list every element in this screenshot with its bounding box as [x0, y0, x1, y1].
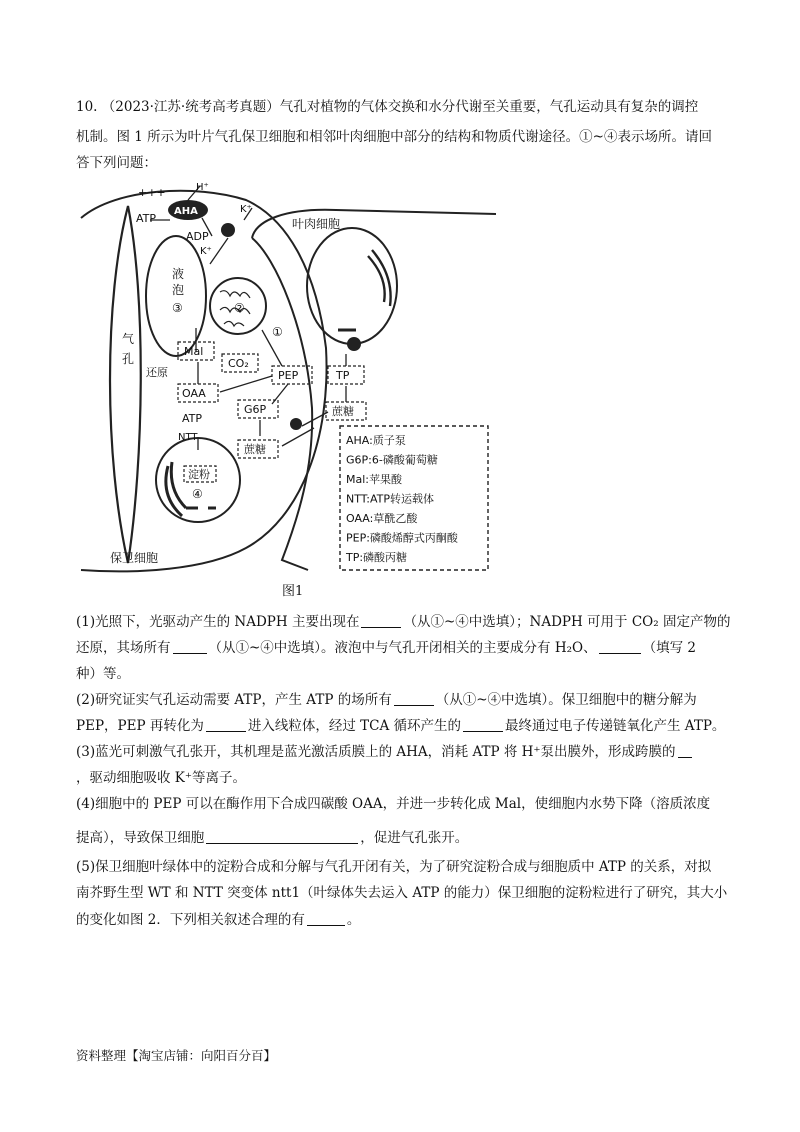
label-oaa: OAA: [182, 387, 206, 400]
part-1-line-3: 种）等。: [76, 666, 130, 682]
label-stoma-2: 孔: [122, 352, 135, 366]
blank-2-2[interactable]: [206, 717, 246, 732]
label-site-2: ②: [234, 301, 245, 315]
legend-entry: Mal:苹果酸: [346, 473, 402, 486]
legend-entry: OAA:草酰乙酸: [346, 512, 418, 525]
figure-1-diagram: [76, 178, 496, 578]
part-1-line-2: 还原，其场所有 （从①~④中选填）。液泡中与气孔开闭相关的主要成分有 H₂O、 （填写 2: [76, 640, 696, 656]
question-line-2: 机制。图 1 所示为叶片气孔保卫细胞和相邻叶肉细胞中部分的结构和物质代谢途径。①~④表示场所。请回: [76, 129, 712, 145]
label-site-4: ④: [192, 487, 203, 501]
label-tp: TP: [336, 369, 350, 382]
blank-3-1[interactable]: [678, 743, 692, 758]
legend-entry: PEP:磷酸烯醇式丙酮酸: [346, 531, 458, 545]
legend-entry: NTT:ATP转运载体: [346, 492, 434, 506]
blank-1-3[interactable]: [599, 639, 641, 654]
label-reduce: 还原: [146, 366, 168, 379]
part-3-line-1: (3)蓝光可刺激气孔张开，其机理是蓝光激活质膜上的 AHA，消耗 ATP 将 H⁺泵出膜外，形成跨膜的: [76, 741, 694, 763]
stoma-pore: [110, 206, 141, 563]
part-3-line-2: ，驱动细胞吸收 K⁺等离子。: [76, 770, 247, 786]
sucrose-transporter: [290, 418, 302, 430]
label-pep: PEP: [278, 369, 299, 382]
blank-4-1[interactable]: [206, 829, 358, 844]
label-atp-2: ATP: [182, 412, 203, 425]
label-g6p: G6P: [244, 403, 267, 416]
legend: [345, 433, 459, 564]
label-ntt: NTT: [178, 432, 198, 443]
label-k-out: K⁺: [240, 204, 252, 215]
blank-2-3[interactable]: [463, 717, 503, 732]
blank-1-2[interactable]: [173, 639, 207, 654]
footer-source: 资料整理【淘宝店铺：向阳百分百】: [76, 1048, 277, 1063]
label-mal: Mal: [184, 345, 204, 358]
part-2-line-2: PEP，PEP 再转化为 进入线粒体，经过 TCA 循环产生的 最终通过电子传递链氧化产生 ATP。: [76, 718, 726, 734]
mesophyll-edge-top: [252, 210, 496, 238]
blank-5-1[interactable]: [307, 911, 345, 926]
part-4-line-1: (4)细胞中的 PEP 可以在酶作用下合成四碳酸 OAA，并进一步转化成 Mal，使细胞内水势下降（溶质浓度: [76, 796, 711, 812]
blank-2-1[interactable]: [394, 691, 434, 706]
legend-entry: G6P:6-磷酸葡萄糖: [346, 453, 438, 467]
question-line-1: 10. （2023·江苏·统考高考真题）气孔对植物的气体交换和水分代谢至关重要，气孔运动具有复杂的调控: [76, 99, 699, 115]
figure-1: [76, 178, 496, 578]
part-2-line-1: (2)研究证实气孔运动需要 ATP，产生 ATP 的场所有 （从①~④中选填）。保卫细胞中的糖分解为: [76, 692, 697, 708]
label-vacuole-1: 液: [172, 267, 185, 281]
label-adp: ADP: [186, 230, 209, 243]
label-mesophyll: 叶肉细胞: [292, 217, 341, 231]
label-guard-cell: 保卫细胞: [110, 551, 159, 565]
label-k-in: K⁺: [200, 246, 212, 257]
label-atp-1: ATP: [136, 212, 157, 225]
legend-entry: TP:磷酸丙糖: [346, 551, 408, 564]
label-stoma-1: 气: [122, 332, 135, 346]
figure-caption: 图1: [282, 584, 304, 599]
label-aha: AHA: [174, 206, 198, 217]
label-co2: CO₂: [228, 357, 249, 370]
part-5-line-1: (5)保卫细胞叶绿体中的淀粉合成和分解与气孔开闭有关，为了研究淀粉合成与细胞质中 ATP 的关系，对拟: [76, 859, 712, 875]
part-4-line-2: 提高），导致保卫细胞 ，促进气孔张开。: [76, 830, 469, 846]
label-plus: +++: [138, 186, 166, 199]
label-vacuole-2: 泡: [172, 283, 185, 297]
part-1-line-1: (1)光照下，光驱动产生的 NADPH 主要出现在 （从①~④中选填）；NADPH 可用于 CO₂ 固定产物的: [76, 614, 731, 630]
label-site-1: ①: [272, 325, 283, 339]
part-5-line-2: 南芥野生型 WT 和 NTT 突变体 ntt1（叶绿体失去运入 ATP 的能力）保卫细胞的淀粉粒进行了研究，其大小: [76, 885, 728, 901]
label-hplus: H⁺: [196, 182, 209, 193]
label-vacuole-3: ③: [172, 301, 183, 315]
legend-entry: AHA:质子泵: [346, 434, 406, 447]
k-channel: [221, 223, 235, 237]
label-starch: 淀粉: [188, 468, 210, 481]
label-sucrose-1: 蔗糖: [244, 443, 266, 456]
label-sucrose-2: 蔗糖: [332, 405, 354, 418]
tp-transporter: [347, 337, 361, 351]
part-5-line-3: 的变化如图 2．下列相关叙述合理的有 。: [76, 912, 361, 928]
blank-1-1[interactable]: [361, 613, 401, 628]
question-line-3: 答下列问题：: [76, 155, 157, 171]
